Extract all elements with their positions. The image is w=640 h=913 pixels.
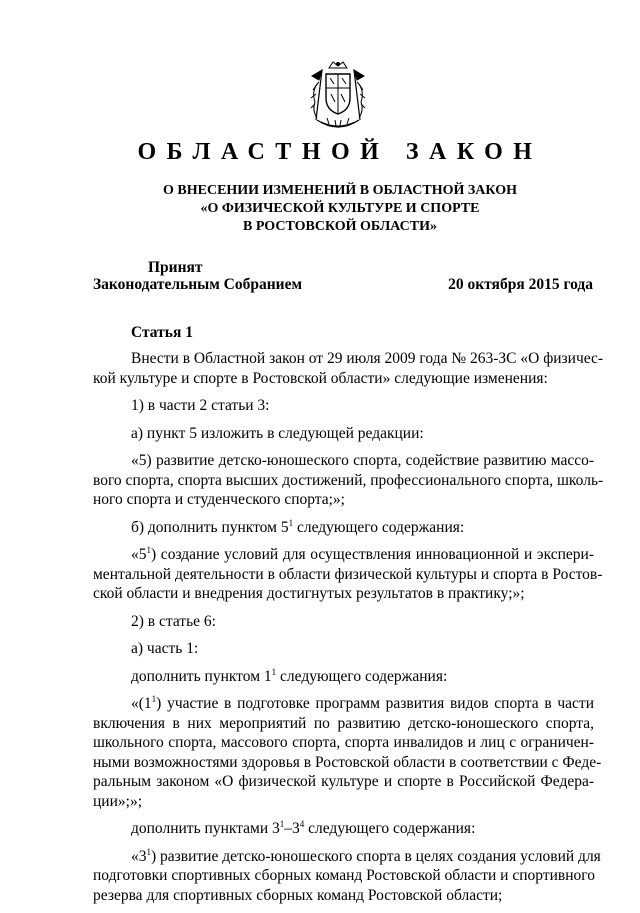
paragraph <box>93 518 594 538</box>
superscript: 1 <box>146 846 151 857</box>
subtitle-line: «О ФИЗИЧЕСКОЙ КУЛЬТУРЕ И СПОРТЕ <box>200 201 480 216</box>
text-line: школьного спорта, массового спорта, спорта инвалидов и лиц с ограничен- <box>93 734 594 751</box>
paragraph <box>93 545 603 604</box>
text-line: ской области и внедрения достигнутых результатов в практику;»; <box>93 585 525 602</box>
text-fragment: «(1 <box>131 695 152 712</box>
superscript: 1 <box>271 666 277 677</box>
paragraph <box>93 846 601 906</box>
subtitle-line: О ВНЕСЕНИИ ИЗМЕНЕНИЙ В ОБЛАСТНОЙ ЗАКОН <box>163 183 517 198</box>
text-fragment: следующего содержания: <box>293 518 465 536</box>
text-line: ными возможностями здоровья в Ростовской области в соответствии с Феде- <box>93 753 602 771</box>
text-fragment: следующего содержания: <box>276 667 448 685</box>
superscript: 1 <box>146 545 151 555</box>
text-line: «5) развитие детско-юношеского спорта, содействие развитию массо- <box>131 452 594 469</box>
adopted-label: Принят <box>148 259 203 276</box>
text-line: ментальной деятельности в области физической культуры и спорта в Ростов- <box>93 565 603 583</box>
text-fragment: ) развитие детско-юношеского спорта в целях создания условий для <box>151 847 601 865</box>
paragraph <box>93 424 594 444</box>
text-line: 1) в части 2 статьи 3: <box>131 397 270 414</box>
text-line: ного спорта и студенческого спорта;»; <box>93 491 345 508</box>
text-fragment: б) дополнить пунктом 5 <box>131 518 289 536</box>
text-line <box>93 545 594 565</box>
paragraph <box>93 612 594 632</box>
law-subtitle <box>0 182 640 236</box>
text-fragment: ) создание условий для осуществления инновационной и экспери- <box>151 546 594 563</box>
text-fragment: следующего содержания: <box>304 820 476 837</box>
text-fragment: ) участие в подготовке программ развития видов спорта в части <box>156 695 594 712</box>
text-line: кой культуре и спорте в Ростовской области» следующие изменения: <box>93 369 548 387</box>
text-line: включения в них мероприятий по развитию детско-юношеского спорта, <box>93 714 594 732</box>
text-line: резерва для спортивных сборных команд Ростовской области; <box>93 886 503 904</box>
text-fragment: «5 <box>131 546 147 563</box>
superscript: 1 <box>279 819 285 829</box>
law-title: ОБЛАСТНОЙ ЗАКОН <box>137 139 543 165</box>
superscript: 1 <box>151 694 157 704</box>
article-body <box>93 349 604 913</box>
adopted-date: 20 октября 2015 года <box>448 276 593 293</box>
coat-of-arms-emblem <box>307 60 369 134</box>
adopted-by-assembly: Законодательным Собранием <box>93 276 303 293</box>
text-fragment: «3 <box>131 847 147 865</box>
text-line: Внести в Областной закон от 29 июля 2009 года № 263-ЗС «О физичес- <box>131 350 604 367</box>
paragraph <box>93 667 594 687</box>
text-line: ральным законом «О физической культуре и спорте в Российской Федера- <box>93 773 594 790</box>
text-line: ции»;»; <box>93 792 142 810</box>
text-fragment: дополнить пунктами 3 <box>131 820 280 837</box>
paragraph <box>93 349 604 388</box>
text-line <box>93 518 594 538</box>
subtitle-line: В РОСТОВСКОЙ ОБЛАСТИ» <box>242 219 438 234</box>
text-line <box>93 667 594 687</box>
superscript: 1 <box>288 517 294 528</box>
text-line <box>93 846 601 867</box>
paragraph <box>93 451 604 510</box>
article-heading: Статья 1 <box>131 324 193 341</box>
paragraph <box>93 819 594 839</box>
paragraph <box>93 396 594 416</box>
text-line: а) пункт 5 изложить в следующей редакции: <box>131 424 424 442</box>
superscript: 4 <box>299 819 305 829</box>
text-fragment: –3 <box>284 820 300 837</box>
paragraph <box>93 694 602 811</box>
text-line: 2) в статье 6: <box>131 612 216 630</box>
text-line: вого спорта, спорта высших достижений, профессионального спорта, школь- <box>93 471 604 489</box>
paragraph <box>93 639 594 659</box>
text-fragment: дополнить пунктом 1 <box>131 667 272 685</box>
text-line <box>93 694 594 714</box>
text-line: подготовки спортивных сборных команд Ростовской области и спортивного <box>93 867 595 884</box>
text-line: а) часть 1: <box>131 640 199 657</box>
text-line <box>93 819 594 839</box>
